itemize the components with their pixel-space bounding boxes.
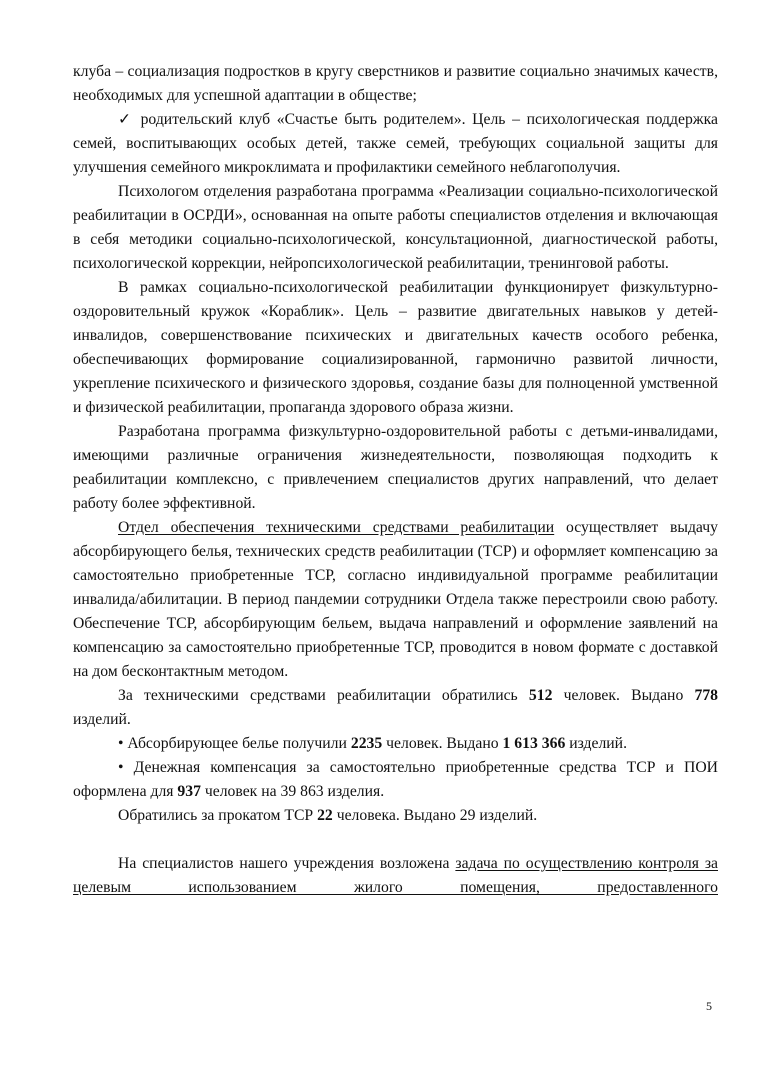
text-run: Абсорбирующее белье получили [123, 735, 351, 752]
underlined-task: задача по осуществлению контроля за целевым использованием жилого помещения, предоставленного [73, 855, 718, 896]
paragraph-rental [73, 804, 718, 828]
page-number: 5 [706, 999, 712, 1013]
paragraph-housing-control [73, 852, 718, 900]
bullet-icon: • [118, 759, 124, 776]
text-run: человек. Выдано [552, 687, 695, 704]
bullet-icon: • [118, 735, 124, 752]
paragraph-text: Психологом отделения разработана программа «Реализации социально-психологической реабилитации в ОСРДИ», основанная на опыте работы специалистов отделения и включающая в себя методики социально-психологической, консультационной, диагностической работы, психологической коррекции, нейропсихологической реабилитации, тренинговой работы. [73, 183, 718, 272]
paragraph-tsr-stats [73, 684, 718, 732]
text-run: Денежная компенсация за самостоятельно приобретенные средства ТСР и ПОИ оформлена для [73, 759, 718, 800]
bold-number: 778 [694, 687, 718, 704]
paragraph-psychologist-program [73, 180, 718, 276]
bold-number: 1 613 366 [502, 735, 566, 752]
text-run: изделий. [73, 711, 131, 728]
paragraph-text: Разработана программа физкультурно-оздоровительной работы с детьми-инвалидами, имеющими различные ограничения жизнедеятельности, позволяющая подходить к реабилитации комплексно, с привлечением специалистов других направлений, что делает работу более эффективной. [73, 423, 718, 512]
bold-number: 512 [528, 687, 553, 704]
bold-number: 937 [177, 783, 201, 800]
checkmark-icon: ✓ [118, 111, 134, 128]
paragraph-gap [73, 828, 718, 852]
paragraph-text: родительский клуб «Счастье быть родителем». Цель – психологическая поддержка семей, воспитывающих особых детей, также семей, требующих социальной защиты для улучшения семейного микроклимата и профилактики семейного неблагополучия. [73, 111, 718, 176]
text-run: человек. Выдано [382, 735, 503, 752]
bold-number: 22 [317, 807, 333, 824]
text-run: человек на 39 863 изделия. [200, 783, 385, 800]
bullet-absorbent [73, 732, 718, 756]
text-run: изделий. [565, 735, 627, 752]
document-page [73, 60, 718, 900]
paragraph-tsr-department [73, 516, 718, 684]
paragraph-text: осуществляет выдачу абсорбирующего белья, технических средств реабилитации (ТСР) и оформляет компенсацию за самостоятельно приобретенные ТСР, согласно индивидуальной программе реабилитации инвалида/абилитации. В период пандемии сотрудники Отдела также перестроили свою работу. Обеспечение ТСР, абсорбирующим бельем, выдача направлений и оформление заявлений на компенсацию за самостоятельно приобретенные ТСР, проводится в новом формате с доставкой на дом бесконтактным методом. [73, 519, 718, 680]
paragraph-text: клуба – социализация подростков в кругу сверстников и развитие социально значимых качеств, необходимых для успешной адаптации в обществе; [73, 63, 718, 104]
text-run: За техническими средствами реабилитации обратились [118, 687, 529, 704]
paragraph-text: В рамках социально-психологической реабилитации функционирует физкультурно-оздоровительный кружок «Кораблик». Цель – развитие двигательных навыков у детей-инвалидов, совершенствование психических и двигательных качеств особого ребенка, обеспечивающих формирование социализированной, гармонично развитой личности, укрепление психического и физического здоровья, создание базы для полноценной умственной и физической реабилитации, пропаганда здорового образа жизни. [73, 279, 718, 416]
paragraph-fitness-program [73, 420, 718, 516]
text-run: человека. Выдано 29 изделий. [332, 807, 538, 824]
paragraph-club-socialization [73, 60, 718, 108]
paragraph-parent-club [73, 108, 718, 180]
text-run: На специалистов нашего учреждения возложена [118, 855, 456, 872]
text-run: Обратились за прокатом ТСР [118, 807, 318, 824]
underlined-department-name: Отдел обеспечения техническими средствами реабилитации [118, 519, 555, 536]
paragraph-korablik-circle [73, 276, 718, 420]
bullet-compensation [73, 756, 718, 804]
bold-number: 2235 [350, 735, 383, 752]
